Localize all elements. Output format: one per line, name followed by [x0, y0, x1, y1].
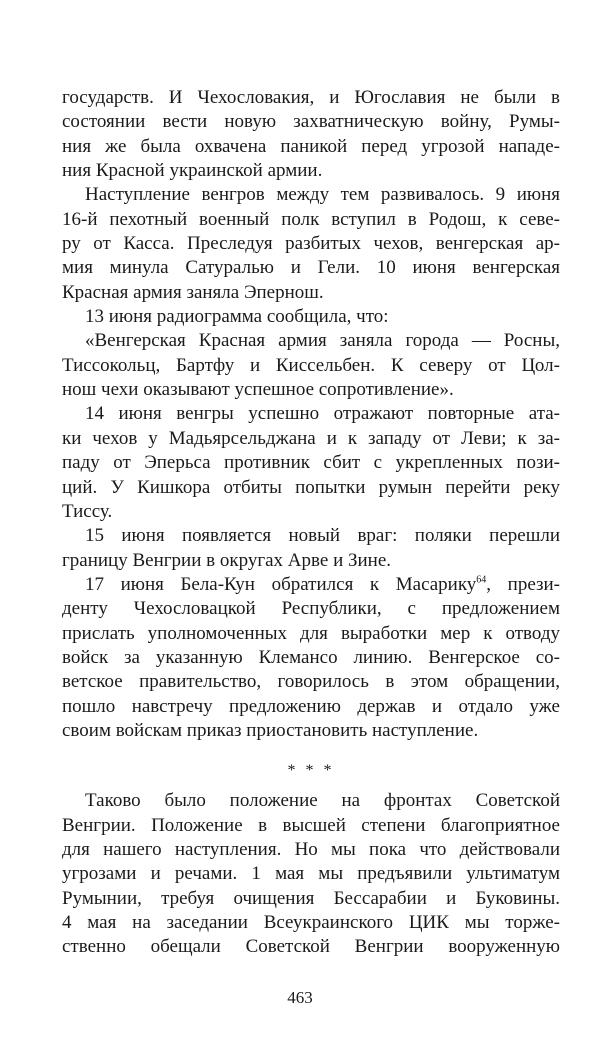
line-text: состоянии вести новую захватническую войну, Румы-: [62, 111, 560, 133]
text-line: [62, 719, 560, 743]
line-text: войск за указанную Клемансо линию. Венгерское со-: [62, 646, 560, 668]
line-text: нош чехи оказывают успешное сопротивление».: [62, 379, 454, 401]
line-text: 13 июня радиограмма сообщила, что:: [85, 306, 389, 328]
text-line: [62, 622, 560, 646]
text-line: [62, 329, 560, 353]
text-line: [62, 524, 560, 548]
text-line: [62, 646, 560, 670]
line-text: Красная армия заняла Эпернош.: [62, 281, 324, 303]
text-line: [62, 354, 560, 378]
line-text: своим войскам приказ приостановить наступление.: [62, 719, 479, 741]
line-text: , прези-: [486, 573, 560, 595]
text-line: [62, 838, 560, 862]
text-line: [62, 549, 560, 573]
line-text: государств. И Чехословакия, и Югославия не были в: [62, 87, 560, 108]
line-text: паду от Эперьса противник сбит с укрепленных пози-: [62, 452, 560, 474]
line-text: Тиссу.: [62, 500, 113, 522]
text-line: [62, 86, 560, 110]
line-text: денту Чехословацкой Республики, с предложением: [62, 598, 560, 620]
line-text: ния Красной украинской армии.: [62, 160, 323, 182]
text-line: [62, 135, 560, 159]
line-text: 4 мая на заседании Всеукраинского ЦИК мы торже-: [62, 912, 560, 933]
text-line: [62, 256, 560, 280]
text-line: [62, 378, 560, 402]
page-number: 463: [287, 988, 313, 1007]
line-text: ственно обещали Советской Венгрии вооруженную: [62, 936, 560, 958]
line-text: ки чехов у Мадьярсельджана и к западу от Леви; к за-: [62, 427, 560, 449]
line-text: Тиссокольц, Бартфу и Киссельбен. К северу от Цол-: [62, 354, 560, 376]
line-text: прислать уполномоченных для выработки мер к отводу: [62, 622, 560, 644]
text-line: [62, 183, 560, 207]
text-line: [62, 281, 560, 305]
line-text: 16-й пехотный военный полк вступил в Родош, к севе-: [62, 208, 560, 230]
text-line: [62, 695, 560, 719]
line-text: ций. У Кишкора отбиты попытки румын перейти реку: [62, 476, 560, 498]
page-body: [62, 86, 560, 960]
section-separator: * * *: [287, 762, 335, 780]
line-text: «Венгерская Красная армия заняла города — Росны,: [85, 330, 560, 352]
text-line: [62, 597, 560, 621]
line-text: 14 июня венгры успешно отражают повторные ата-: [85, 403, 560, 425]
line-text: для нашего наступления. Но мы пока что действовали: [62, 838, 560, 860]
line-text: ру от Касса. Преследуя разбитых чехов, венгерская ар-: [62, 233, 560, 255]
line-text: угрозами и речами. 1 мая мы предъявили ультиматум: [62, 863, 560, 885]
text-line: [62, 159, 560, 183]
text-line: [62, 789, 560, 813]
text-line: [62, 476, 560, 500]
line-text: ния же была охвачена паникой перед угрозой нападе-: [62, 135, 560, 157]
footnote-ref[interactable]: 64: [476, 574, 487, 586]
line-text: ветское правительство, говорилось в этом обращении,: [62, 671, 560, 693]
text-line: [62, 935, 560, 959]
text-line: [62, 814, 560, 838]
line-text: пошло навстречу предложению держав и отдало уже: [62, 695, 560, 717]
text-block-2: [62, 789, 560, 959]
text-line: [62, 402, 560, 426]
line-text: 17 июня Бела-Кун обратился к Масарику: [85, 573, 477, 595]
line-text: границу Венгрии в округах Арве и Зине.: [62, 549, 392, 571]
text-block-1: [62, 86, 560, 743]
text-line: [62, 451, 560, 475]
text-line: [62, 911, 560, 935]
text-line: [62, 573, 560, 597]
line-text: Венгрии. Положение в высшей степени благоприятное: [62, 814, 560, 836]
text-line: [62, 887, 560, 911]
line-text: Таково было положение на фронтах Советской: [85, 790, 560, 812]
text-line: [62, 232, 560, 256]
line-text: Румынии, требуя очищения Бессарабии и Буковины.: [62, 887, 560, 909]
text-line: [62, 670, 560, 694]
text-line: [62, 208, 560, 232]
line-text: Наступление венгров между тем развивалось. 9 июня: [85, 184, 560, 206]
text-line: [62, 862, 560, 886]
line-text: 15 июня появляется новый враг: поляки перешли: [85, 525, 560, 547]
text-line: [62, 427, 560, 451]
text-line: [62, 110, 560, 134]
text-line: [62, 305, 560, 329]
text-line: [62, 500, 560, 524]
line-text: мия минула Сатуралью и Гели. 10 июня венгерская: [62, 257, 560, 279]
